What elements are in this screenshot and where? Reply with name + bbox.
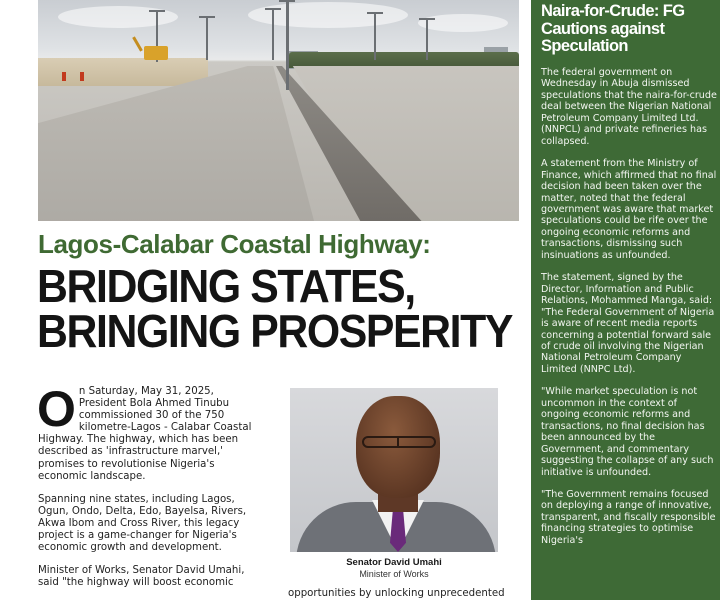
article-paragraph [37, 381, 260, 483]
photo-caption-name: Senator David Umahi [346, 557, 442, 568]
sidebar-paragraph: A statement from the Ministry of Finance, which affirmed that no final decision had been taken over the matter, noted that the federal government was aware that market speculations could be rife over the ongoing economic reforms and transactions, dismissing such insinuations as unfounded. [541, 158, 717, 261]
sidebar-paragraph: "The Government remains focused on deploying a range of innovative, transparent, and fiscally responsible financing strategies to optimise Nigeria's [541, 488, 716, 546]
article-headline [37, 260, 513, 357]
minister-portrait [290, 388, 498, 552]
drop-cap: O [37, 381, 76, 437]
article-kicker: Lagos-Calabar Coastal Highway: [38, 229, 431, 259]
sidebar-story [531, 0, 720, 600]
headline-line-2: BRINGING PROSPERITY [37, 305, 513, 357]
article-continuation: opportunities by unlocking unprecedented [288, 588, 505, 599]
headline-line-1: BRIDGING STATES, [37, 260, 415, 312]
highway-photo [38, 0, 519, 221]
article-paragraph: Minister of Works, Senator David Umahi, said "the highway will boost economic [38, 565, 245, 589]
article-paragraph: Spanning nine states, including Lagos, Ogun, Ondo, Delta, Edo, Bayelsa, Rivers, Akwa Ibom and Cross River, this legacy project is a game-changer for Nigeria's economic growth and development. [38, 493, 247, 554]
paragraph-text: n Saturday, May 31, 2025, President Bola Ahmed Tinubu commissioned 30 of the 750 kilometre-Lagos - Calabar Coastal Highway. The highway, which has been described as 'infrastructure marvel,' promises to revolutionise Nigeria's economic landscape. [38, 386, 252, 482]
article-body-column [37, 381, 260, 600]
sidebar-paragraph: The statement, signed by the Director, Information and Public Relations, Mohammed Manga, said: "The Federal Government of Nigeria is aware of recent media reports concerning a potential forward sale of crude oil involving the Nigerian National Petroleum Company Limited (NNPC Ltd). [541, 272, 715, 375]
sidebar-paragraph: "While market speculation is not uncommon in the context of ongoing economic reforms and transactions, no final decision has been announced by the Government, and commentary suggesting the collapse of any such initiative is unfounded. [541, 386, 714, 478]
sidebar-paragraph: The federal government on Wednesday in Abuja dismissed speculations that the naira-for-crude deal between the Nigerian National Petroleum Company Limited Ltd. (NNPCL) and private refineries has collapsed. [541, 67, 717, 147]
sidebar-body [541, 67, 717, 557]
photo-caption-role: Minister of Works [359, 569, 429, 579]
sidebar-title: Naira-for-Crude: FG Cautions against Speculation [541, 2, 685, 55]
